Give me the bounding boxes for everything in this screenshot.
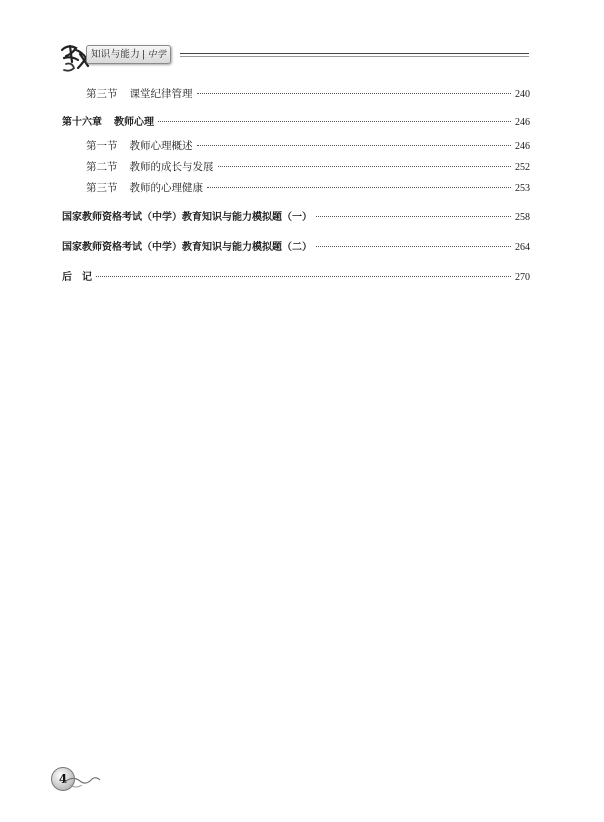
toc-entry-page: 264 — [515, 242, 530, 253]
toc-entry-title: 国家教师资格考试（中学）教育知识与能力模拟题（一） — [62, 212, 312, 223]
toc-entry-title: 教师的心理健康 — [129, 182, 203, 194]
toc-entry-number: 第三节 — [86, 182, 118, 194]
toc-entry-title: 课堂纪律管理 — [129, 88, 193, 100]
header-book-tag — [86, 45, 171, 64]
toc-entry-page: 252 — [515, 162, 530, 173]
toc-entry-number: 第一节 — [86, 140, 118, 152]
dot-leader — [316, 216, 511, 217]
toc-entry-page: 240 — [515, 89, 530, 100]
toc-entry-page: 258 — [515, 212, 530, 223]
toc-entry-number: 第三节 — [86, 88, 118, 100]
page-header — [0, 0, 604, 80]
dot-leader — [207, 187, 511, 188]
toc-entry-page: 246 — [515, 117, 530, 128]
decorative-flourish-icon — [62, 771, 102, 791]
header-rule — [180, 53, 529, 54]
toc-entry-title: 教师心理 — [114, 117, 154, 128]
toc-entry-number: 第二节 — [86, 161, 118, 173]
toc-entry-title: 后 记 — [62, 272, 92, 283]
toc-entry[interactable] — [62, 86, 530, 101]
toc-entry[interactable] — [62, 180, 530, 195]
dot-leader — [197, 93, 512, 94]
toc-entry-page: 253 — [515, 183, 530, 194]
toc-entry-title: 国家教师资格考试（中学）教育知识与能力模拟题（二） — [62, 242, 312, 253]
header-rule-thin — [180, 56, 529, 57]
dot-leader — [197, 145, 512, 146]
dot-leader — [158, 121, 511, 122]
toc-entry[interactable] — [62, 159, 530, 174]
toc-entry[interactable] — [62, 268, 530, 283]
header-level: 中学 — [147, 50, 167, 60]
toc-entry-page: 246 — [515, 141, 530, 152]
toc-entry-title: 教师心理概述 — [129, 140, 193, 152]
dot-leader — [218, 166, 512, 167]
page-number-badge: 4 — [51, 767, 75, 791]
toc-entry-title: 教师的成长与发展 — [129, 161, 214, 173]
toc-entry-number: 第十六章 — [62, 117, 102, 128]
toc-entry[interactable] — [62, 138, 530, 153]
toc-entry[interactable] — [62, 113, 530, 128]
header-separator: | — [142, 49, 146, 60]
toc-entry-page: 270 — [515, 272, 530, 283]
header-book-title: 知识与能力 — [91, 49, 141, 60]
dot-leader — [96, 276, 511, 277]
dot-leader — [316, 246, 511, 247]
toc-entry[interactable] — [62, 238, 530, 253]
toc-entry[interactable] — [62, 208, 530, 223]
